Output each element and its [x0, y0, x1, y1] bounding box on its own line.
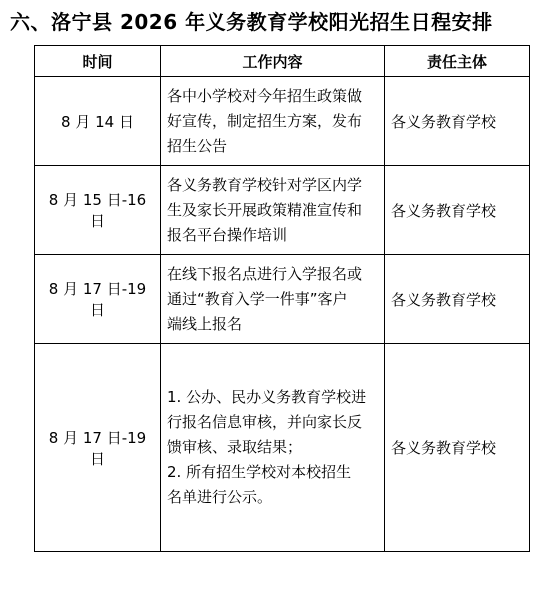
time-cell: 8 月 15 日-16 日: [35, 166, 161, 255]
header-owner: 责任主体: [385, 46, 530, 77]
owner-cell: 各义务教育学校: [385, 255, 530, 344]
owner-cell: 各义务教育学校: [385, 166, 530, 255]
table-row: [35, 77, 530, 166]
owner-cell: 各义务教育学校: [385, 344, 530, 552]
table-row: [35, 255, 530, 344]
owner-cell: 各义务教育学校: [385, 77, 530, 166]
content-line: 通过“教育入学一件事”客户: [167, 289, 348, 308]
content-line: 馈审核、录取结果；: [167, 438, 303, 456]
table-row: [35, 344, 530, 552]
content-line: 生及家长开展政策精准宣传和: [167, 200, 363, 219]
content-line: 好宣传，制定招生方案，发布: [167, 111, 363, 130]
time-cell: 8 月 17 日-19 日: [35, 344, 161, 552]
content-cell: [161, 166, 385, 255]
content-line: 在线下报名点进行入学报名或: [167, 264, 363, 283]
table-header-row: [35, 46, 530, 77]
content-line: 招生公告: [167, 136, 228, 155]
content-line: 各义务教育学校针对学区内学: [167, 175, 363, 194]
page-title: 六、洛宁县 2026 年义务教育学校阳光招生日程安排: [10, 10, 493, 34]
header-content: 工作内容: [161, 46, 385, 77]
header-time: 时间: [35, 46, 161, 77]
time-cell: 8 月 14 日: [35, 77, 161, 166]
content-line: 报名平台操作培训: [167, 225, 288, 244]
content-line: 各中小学校对今年招生政策做: [167, 86, 363, 105]
content-cell: [161, 344, 385, 552]
content-line: 1. 公办、民办义务教育学校进: [167, 388, 367, 406]
content-cell: [161, 77, 385, 166]
schedule-table: [34, 45, 530, 552]
content-line: 2. 所有招生学校对本校招生: [167, 463, 352, 481]
content-line: 行报名信息审核，并向家长反: [167, 413, 363, 431]
table-row: [35, 166, 530, 255]
content-line: 名单进行公示。: [167, 488, 273, 506]
time-cell: 8 月 17 日-19 日: [35, 255, 161, 344]
content-line: 端线上报名: [167, 314, 243, 333]
content-cell: [161, 255, 385, 344]
